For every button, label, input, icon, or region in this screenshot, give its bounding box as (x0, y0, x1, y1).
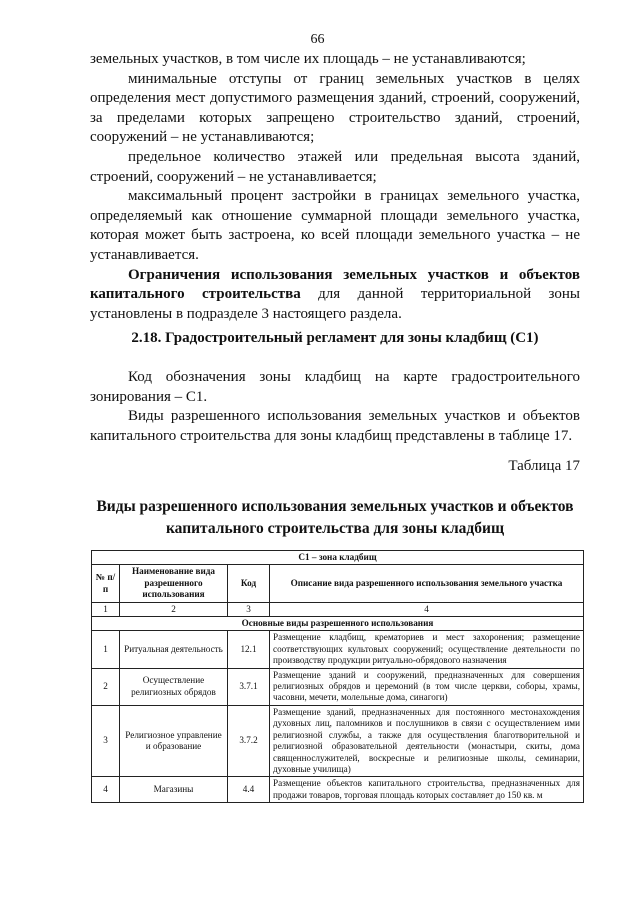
row-name: Религиозное управление и образование (120, 705, 228, 776)
row-number: 2 (92, 668, 120, 705)
body-text-top (90, 50, 580, 324)
row-code: 4.4 (228, 777, 270, 803)
col-header-description: Описание вида разрешенного использования земельного участка (270, 565, 584, 602)
table-colnum-row (92, 602, 584, 616)
table-row (92, 777, 584, 803)
paragraph-continuation: земельных участков, в том числе их площадь – не устанавливаются; (90, 51, 526, 67)
row-number: 1 (92, 631, 120, 668)
row-code: 12.1 (228, 631, 270, 668)
row-name: Магазины (120, 777, 228, 803)
col-number-3: 3 (228, 602, 270, 616)
row-description: Размещение объектов капитального строительства, предназначенных для продажи товаров, торговая площадь которых составляет до 150 кв. м (270, 777, 584, 803)
col-header-name: Наименование вида разрешенного использования (120, 565, 228, 602)
row-number: 4 (92, 777, 120, 803)
row-description: Размещение зданий, предназначенных для постоянного местонахождения духовных лиц, паломников и послушников в связи с осуществлением ими религиозной службы, а также для осуществления благотворительной и религиозной образовательной деятельности (монастыри, скиты, дома священнослужителей, воскресные и религиозные школы, семинарии, духовные училища) (270, 705, 584, 776)
row-description: Размещение зданий и сооружений, предназначенных для совершения религиозных обрядов и церемоний (в том числе церкви, соборы, храмы, часовни, мечети, молельные дома, синагоги) (270, 668, 584, 705)
table-row (92, 668, 584, 705)
regulation-table (91, 550, 584, 803)
row-code: 3.7.2 (228, 705, 270, 776)
zone-header: С1 – зона кладбищ (92, 551, 584, 565)
paragraph-floors: предельное количество этажей или предельная высота зданий, строений, сооружений – не устанавливается; (90, 148, 580, 185)
col-number-4: 4 (270, 602, 584, 616)
restrictions-rest: для данной территориальной зоны установлены в подразделе 3 настоящего раздела. (90, 286, 580, 322)
row-name: Осуществление религиозных обрядов (120, 668, 228, 705)
restrictions-bold: Ограничения использования земельных участков и объектов капитального строительства (90, 266, 580, 303)
paragraph-setbacks: минимальные отступы от границ земельных участков в целях определения мест допустимого размещения зданий, строений, сооружений, за пределами которых запрещено строительство зданий, строений, сооружений – не устанавливаются; (90, 70, 580, 146)
section-heading: 2.18. Градостроительный регламент для зоны кладбищ (С1) (131, 330, 539, 346)
table-row (92, 631, 584, 668)
paragraph-building-percent: максимальный процент застройки в границах земельного участка, определяемый как отношение суммарной площади земельного участка, которая может быть застроена, ко всей площади земельного участка – не устанавливается. (90, 188, 580, 263)
body-text-section (90, 368, 580, 446)
col-number-1: 1 (92, 602, 120, 616)
col-number-2: 2 (120, 602, 228, 616)
table-zone-row (92, 551, 584, 565)
paragraph-table-reference: Виды разрешенного использования земельных участков и объектов капитального строительства для зоны кладбищ представлены в таблице 17. (90, 408, 580, 444)
table-row (92, 705, 584, 776)
row-code: 3.7.1 (228, 668, 270, 705)
col-header-code: Код (228, 565, 270, 602)
row-number: 3 (92, 705, 120, 776)
paragraph-zone-code: Код обозначения зоны кладбищ на карте градостроительного зонирования – С1. (90, 369, 580, 405)
table-group-row (92, 617, 584, 631)
row-name: Ритуальная деятельность (120, 631, 228, 668)
table-title: Виды разрешенного использования земельных участков и объектов капитального строительства для зоны кладбищ (96, 498, 574, 537)
page-number: 66 (310, 32, 325, 47)
col-header-number: № п/п (92, 565, 120, 602)
paragraph-restrictions (90, 266, 580, 325)
group-header: Основные виды разрешенного использования (92, 617, 584, 631)
table-header-row (92, 565, 584, 602)
row-description: Размещение кладбищ, крематориев и мест захоронения; размещение соответствующих культовых сооружений; осуществление деятельности по производству продукции ритуально-обрядового назначения (270, 631, 584, 668)
table-caption: Таблица 17 (508, 458, 580, 474)
